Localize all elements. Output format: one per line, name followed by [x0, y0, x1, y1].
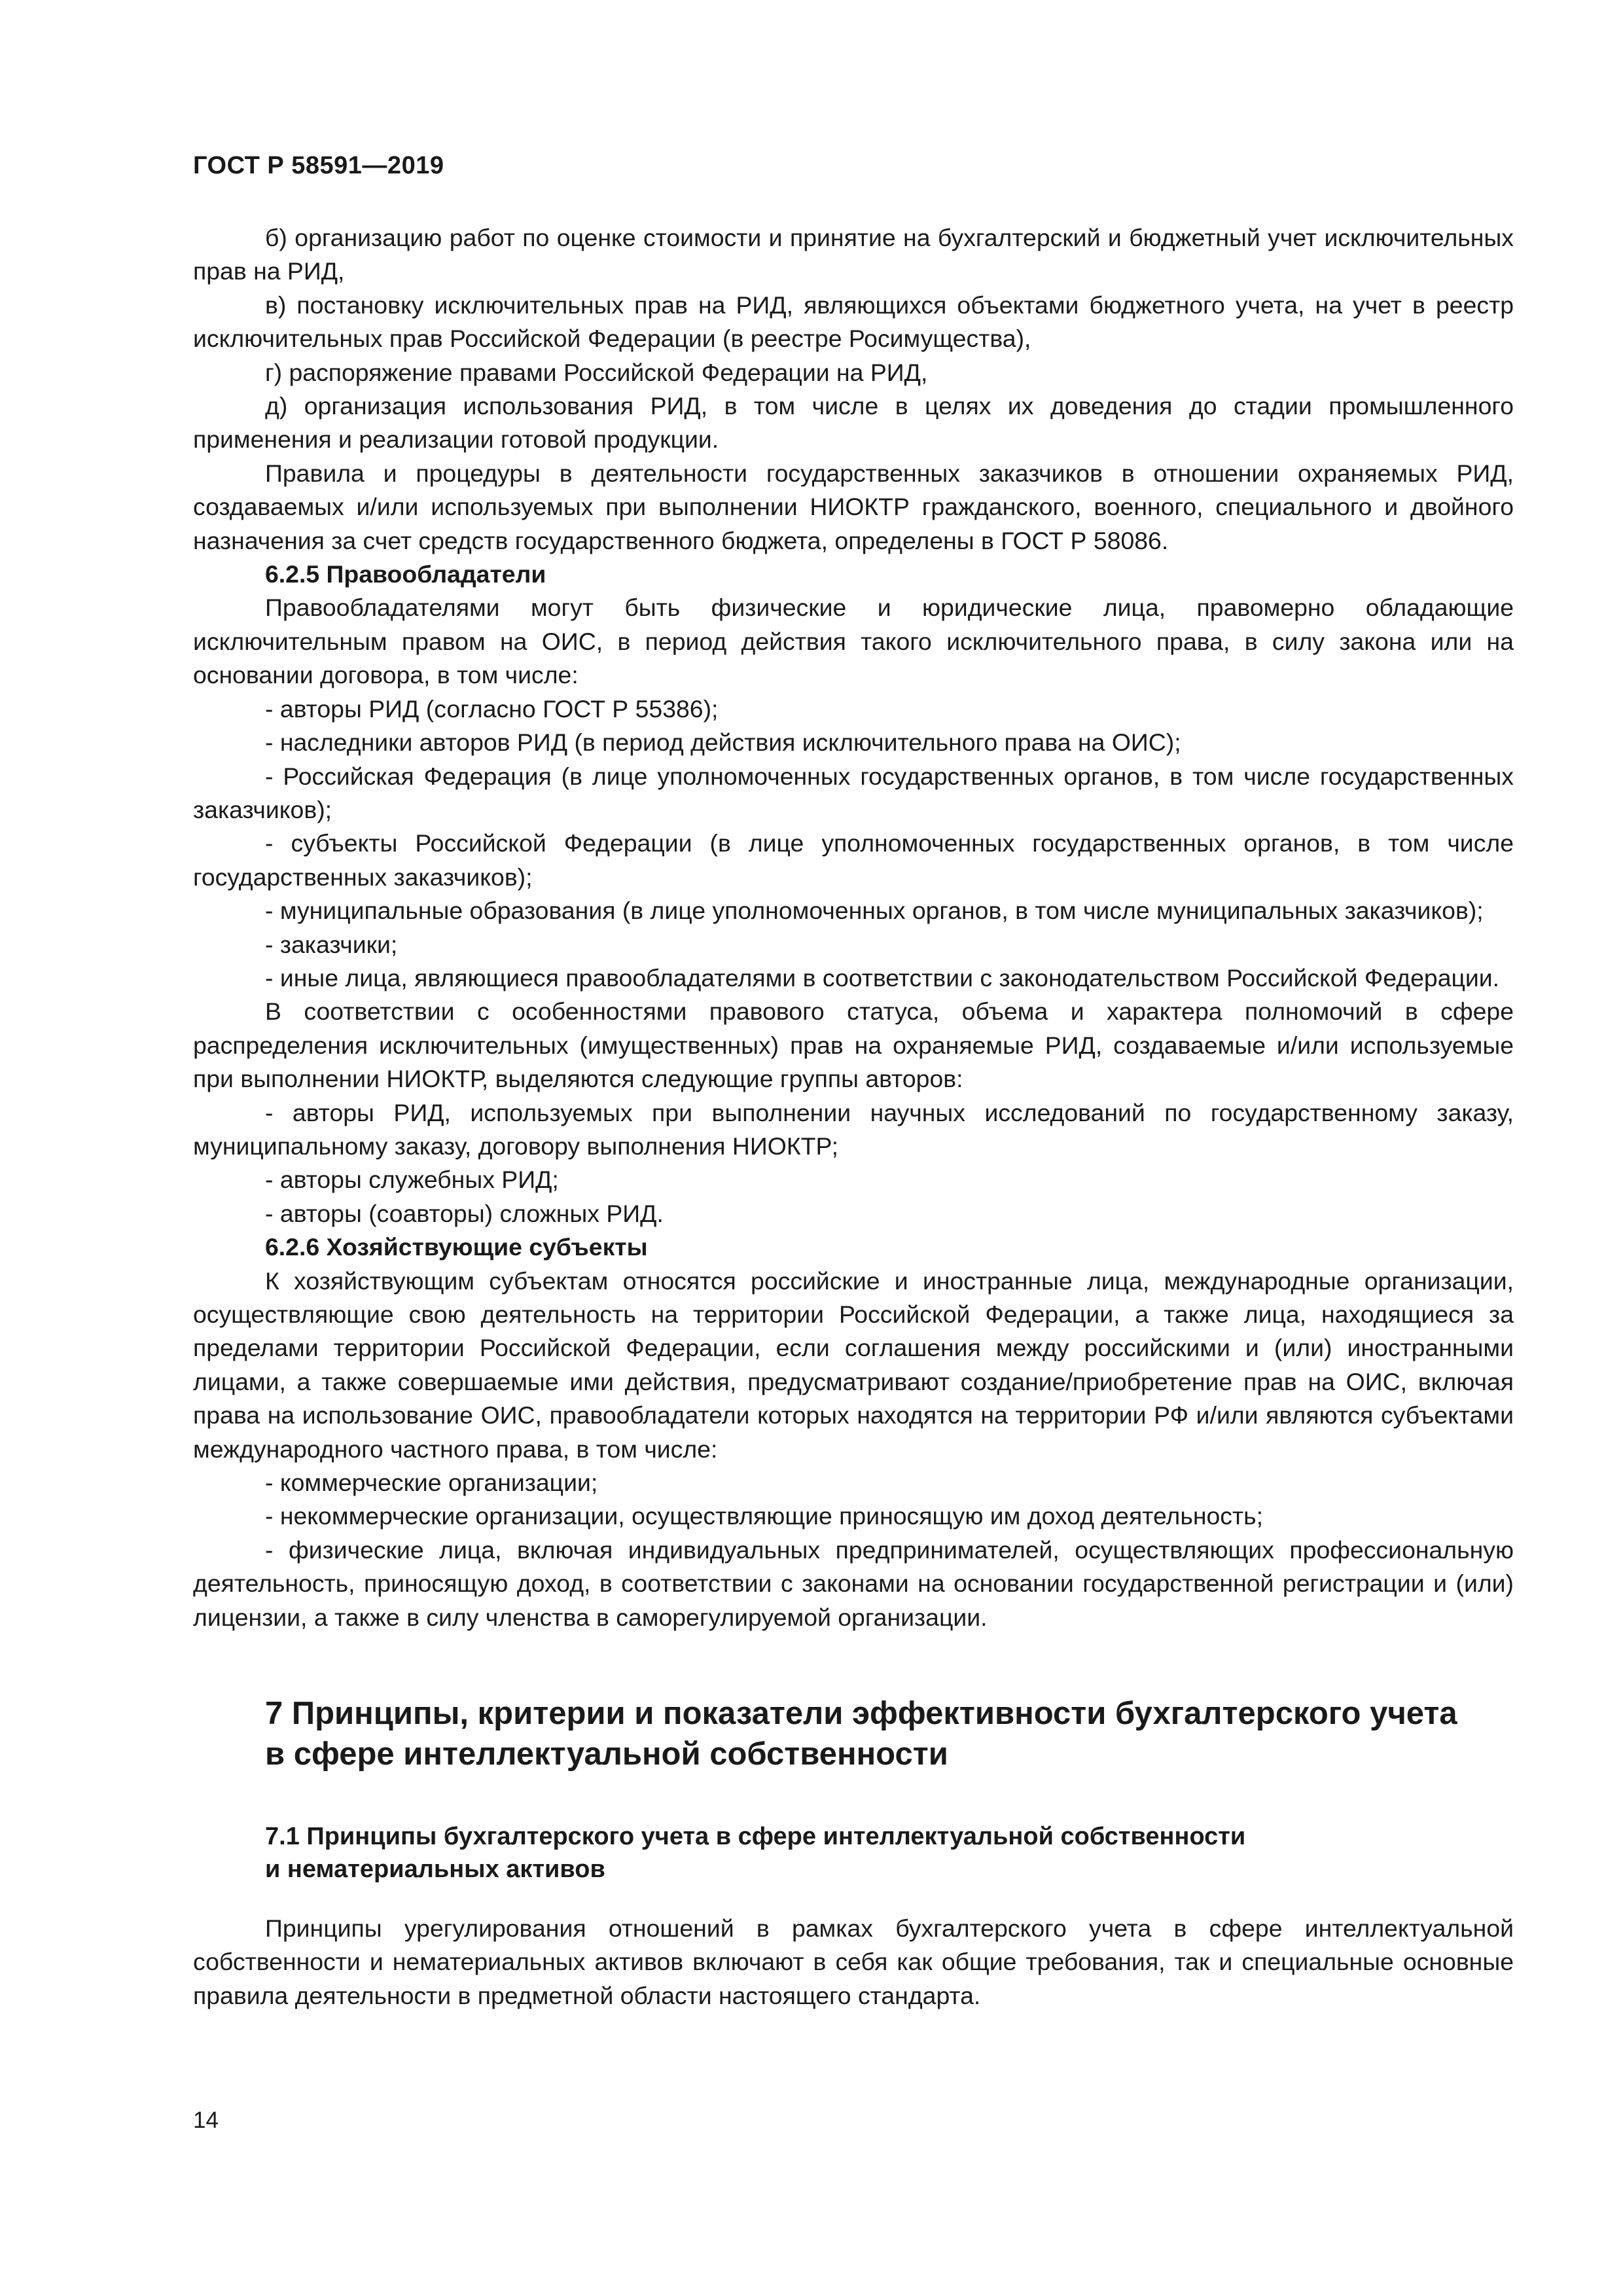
list-item-b: б) организацию работ по оценке стоимости и принятие на бухгалтерский и бюджетный учет исключительных прав на РИД, [193, 224, 1514, 285]
list-item-v: в) постановку исключительных прав на РИД, являющихся объектами бюджетного учета, на учет в реестр исключительных прав Российской Федерации (в реестре Росимущества), [193, 291, 1514, 353]
subsection-heading-6-2-5: 6.2.5 Правообладатели [265, 560, 546, 588]
body-paragraph: К хозяйствующим субъектам относятся российские и иностранные лица, международные организации, осуществляющие свою деятельность на территории Российской Федерации, а также лица, находящиеся за пределами территории Российской Федерации, если соглашения между российскими и (или) иностранными лицами, а также совершаемые ими действия, предусматривают создание/приобретение прав на ОИС, включая права на использование ОИС, правообладатели которых находятся на территории РФ и/или являются субъектами международного частного права, в том числе: [193, 1266, 1514, 1463]
list-item: - муниципальные образования (в лице уполномоченных органов, в том числе муниципальных заказчиков); [265, 897, 1484, 925]
section-heading-7-1-line2: и нематериальных активов [265, 1856, 605, 1884]
section-heading-7-line2: в сфере интеллектуальной собственности [265, 1736, 948, 1772]
list-item: - авторы РИД, используемых при выполнении научных исследований по государственному заказу, муниципальному заказу, договору выполнения НИОКТР; [193, 1098, 1514, 1160]
body-paragraph: Правообладателями могут быть физические и юридические лица, правомерно обладающие исключительным правом на ОИС, в период действия такого исключительного права, в силу закона или на основании договора, в том числе: [193, 594, 1514, 689]
list-item: - иные лица, являющиеся правообладателями в соответствии с законодательством Российской Федерации. [265, 963, 1500, 992]
list-item: - заказчики; [265, 930, 398, 958]
list-item: - авторы РИД (согласно ГОСТ Р 55386); [265, 694, 719, 723]
body-paragraph: Правила и процедуры в деятельности государственных заказчиков в отношении охраняемых РИД, создаваемых и/или используемых при выполнении НИОКТР гражданского, военного, специального и двойного назначения за счет средств государственного бюджета, определены в ГОСТ Р 58086. [193, 459, 1514, 554]
list-item: - субъекты Российской Федерации (в лице уполномоченных государственных органов, в том числе государственных заказчиков); [193, 829, 1514, 891]
list-item-g: г) распоряжение правами Российской Федерации на РИД, [265, 358, 928, 386]
page-body [193, 221, 1514, 2013]
list-item: - физические лица, включая индивидуальных предпринимателей, осуществляющих профессиональную деятельность, приносящую доход, в соответствии с законами на основании государственной регистрации и (или) лицензии, а также в силу членства в саморегулируемой организации. [193, 1535, 1514, 1631]
section-heading-7-1-line1: 7.1 Принципы бухгалтерского учета в сфере интеллектуальной собственности [265, 1823, 1246, 1851]
list-item-d: д) организация использования РИД, в том числе в целях их доведения до стадии промышленного применения и реализации готовой продукции. [193, 392, 1514, 454]
section-heading-7 [193, 1693, 1514, 1774]
list-item: - коммерческие организации; [265, 1469, 598, 1497]
body-paragraph: Принципы урегулирования отношений в рамках бухгалтерского учета в сфере интеллектуальной собственности и нематериальных активов включают в себя как общие требования, так и специальные основные правила деятельности в предметной области настоящего стандарта. [193, 1914, 1514, 2009]
list-item: - наследники авторов РИД (в период действия исключительного права на ОИС); [265, 728, 1181, 757]
document-header: ГОСТ Р 58591—2019 [193, 152, 444, 179]
list-item: - Российская Федерация (в лице уполномоченных государственных органов, в том числе государственных заказчиков); [193, 762, 1514, 823]
page-number: 14 [193, 2108, 219, 2133]
section-heading-7-line1: 7 Принципы, критерии и показатели эффективности бухгалтерского учета [265, 1696, 1457, 1732]
subsection-heading-6-2-6: 6.2.6 Хозяйствующие субъекты [265, 1233, 648, 1261]
body-paragraph: В соответствии с особенностями правового статуса, объема и характера полномочий в сфере распределения исключительных (имущественных) прав на охраняемые РИД, создаваемые и/или используемые при выполнении НИОКТР, выделяются следующие группы авторов: [193, 997, 1514, 1093]
list-item: - авторы служебных РИД; [265, 1166, 559, 1194]
list-item: - некоммерческие организации, осуществляющие приносящую им доход деятельность; [265, 1502, 1263, 1530]
section-heading-7-1 [193, 1820, 1514, 1886]
list-item: - авторы (соавторы) сложных РИД. [265, 1199, 664, 1227]
